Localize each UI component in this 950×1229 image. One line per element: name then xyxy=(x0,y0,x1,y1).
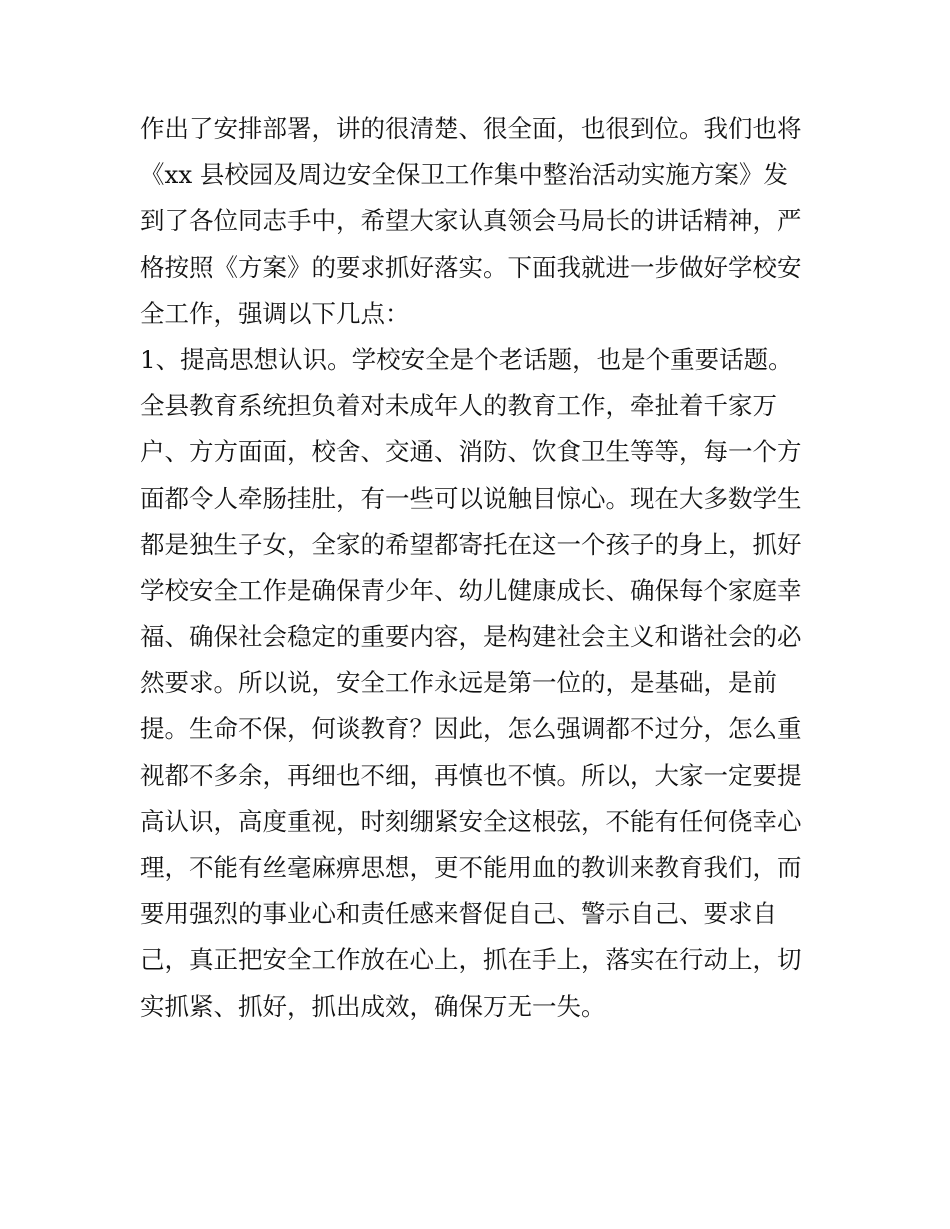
text-line: 要用强烈的事业心和责任感来督促自己、警示自己、要求自 xyxy=(140,899,777,929)
text-line: 高认识，高度重视，时刻绷紧安全这根弦，不能有任何侥幸心 xyxy=(140,806,802,836)
text-line: 实抓紧、抓好，抓出成效，确保万无一失。 xyxy=(140,991,606,1021)
text-line: 理，不能有丝毫麻痹思想，更不能用血的教训来教育我们，而 xyxy=(140,853,802,882)
text-line: 全县教育系统担负着对未成年人的教育工作，牵扯着千家万 xyxy=(140,391,777,421)
text-line: 格按照《方案》的要求抓好落实。下面我就进一步做好学校安 xyxy=(140,252,802,282)
text-line: 到了各位同志手中，希望大家认真领会马局长的讲话精神，严 xyxy=(140,206,802,236)
text-line: 学校安全工作是确保青少年、幼儿健康成长、确保每个家庭幸 xyxy=(140,575,802,605)
text-line: 视都不多余，再细也不细，再慎也不慎。所以，大家一定要提 xyxy=(140,760,802,790)
text-line: 全工作，强调以下几点： xyxy=(140,298,410,328)
section-heading-line: 1、提高思想认识。学校安全是个老话题，也是个重要话题。 xyxy=(140,344,793,374)
text-line: 作出了安排部署，讲的很清楚、很全面，也很到位。我们也将 xyxy=(140,114,802,143)
text-line: 然要求。所以说，安全工作永远是第一位的，是基础，是前 xyxy=(140,668,777,698)
text-line: 福、确保社会稳定的重要内容，是构建社会主义和谐社会的必 xyxy=(140,622,802,652)
text-line: 面都令人牵肠挂肚，有一些可以说触目惊心。现在大多数学生 xyxy=(140,483,802,513)
text-line: 提。生命不保，何谈教育？因此，怎么强调都不过分，怎么重 xyxy=(140,714,802,744)
text-line: 都是独生子女，全家的希望都寄托在这一个孩子的身上，抓好 xyxy=(140,529,802,559)
body-text xyxy=(140,106,820,1030)
text-line: 己，真正把安全工作放在心上，抓在手上，落实在行动上，切 xyxy=(140,945,802,975)
text-line: 《xx 县校园及周边安全保卫工作集中整治活动实施方案》发 xyxy=(140,160,788,190)
text-line: 户、方方面面，校舍、交通、消防、饮食卫生等等，每一个方 xyxy=(140,437,802,467)
